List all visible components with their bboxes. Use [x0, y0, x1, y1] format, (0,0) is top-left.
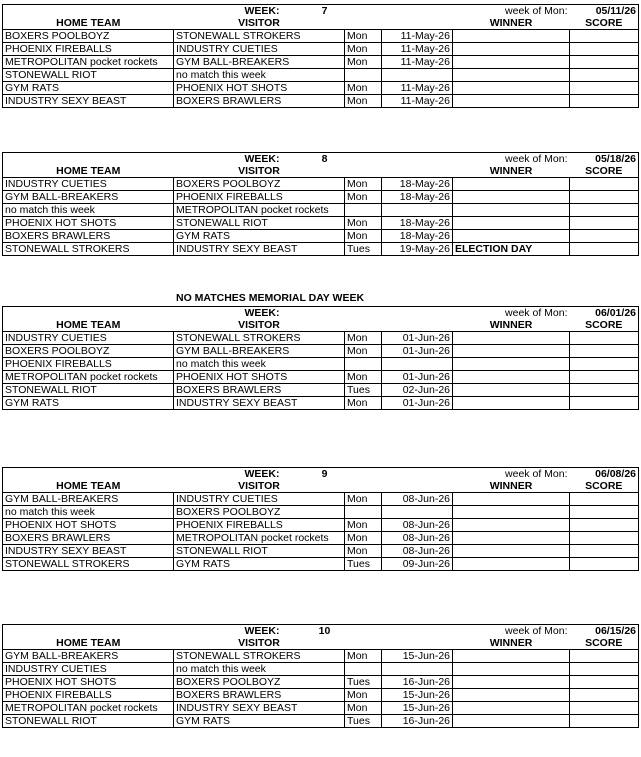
visitor-header: VISITOR [238, 637, 280, 649]
match-row [3, 56, 639, 69]
visitor-cell: BOXERS BRAWLERS [174, 95, 345, 108]
match-date-cell: 18-May-26 [382, 217, 453, 230]
home-team-cell: STONEWALL RIOT [3, 69, 174, 82]
match-date-cell: 18-May-26 [382, 178, 453, 191]
score-cell[interactable] [570, 217, 639, 230]
match-row [3, 702, 639, 715]
score-header: SCORE [570, 165, 639, 178]
home-team-cell: PHOENIX HOT SHOTS [3, 676, 174, 689]
day-cell: Mon [345, 178, 382, 191]
day-cell: Mon [345, 43, 382, 56]
score-cell[interactable] [570, 676, 639, 689]
week-start-date: 06/08/26 [570, 468, 639, 481]
visitor-cell: GYM BALL-BREAKERS [174, 56, 345, 69]
score-cell[interactable] [570, 191, 639, 204]
match-row [3, 532, 639, 545]
day-cell: Mon [345, 493, 382, 506]
day-cell: Mon [345, 345, 382, 358]
day-cell: Tues [345, 715, 382, 728]
home-team-cell: no match this week [3, 204, 174, 217]
winner-cell[interactable] [453, 217, 570, 230]
visitor-cell: STONEWALL STROKERS [174, 650, 345, 663]
match-date-cell: 11-May-26 [382, 30, 453, 43]
match-row [3, 676, 639, 689]
visitor-cell: PHOENIX FIREBALLS [174, 191, 345, 204]
visitor-cell: INDUSTRY SEXY BEAST [174, 397, 345, 410]
score-cell[interactable] [570, 715, 639, 728]
winner-header: WINNER [489, 165, 533, 177]
home-team-cell: INDUSTRY CUETIES [3, 178, 174, 191]
visitor-cell: STONEWALL RIOT [174, 545, 345, 558]
visitor-cell: STONEWALL STROKERS [174, 30, 345, 43]
week-label: WEEK: [244, 307, 280, 319]
visitor-cell: GYM RATS [174, 715, 345, 728]
day-cell: Tues [345, 243, 382, 256]
winner-cell[interactable] [453, 532, 570, 545]
visitor-cell: BOXERS POOLBOYZ [174, 676, 345, 689]
match-date-cell: 08-Jun-26 [382, 493, 453, 506]
winner-cell[interactable] [453, 69, 570, 82]
score-cell[interactable] [570, 689, 639, 702]
day-cell: Tues [345, 676, 382, 689]
home-team-cell: BOXERS POOLBOYZ [3, 30, 174, 43]
home-team-cell: INDUSTRY SEXY BEAST [3, 95, 174, 108]
week-schedule-block [2, 152, 638, 256]
visitor-header: VISITOR [238, 319, 280, 331]
week-of-label: week of Mon: [453, 625, 570, 638]
home-team-cell: PHOENIX HOT SHOTS [3, 519, 174, 532]
score-cell[interactable] [570, 230, 639, 243]
day-cell: Mon [345, 519, 382, 532]
day-cell [345, 69, 382, 82]
score-header: SCORE [570, 637, 639, 650]
score-cell[interactable] [570, 56, 639, 69]
match-date-cell: 11-May-26 [382, 56, 453, 69]
winner-header: WINNER [489, 637, 533, 649]
match-row [3, 332, 639, 345]
visitor-cell: PHOENIX HOT SHOTS [174, 82, 345, 95]
visitor-cell: GYM RATS [174, 558, 345, 571]
score-cell[interactable] [570, 663, 639, 676]
day-cell: Mon [345, 30, 382, 43]
score-cell[interactable] [570, 371, 639, 384]
visitor-cell: METROPOLITAN pocket rockets [174, 532, 345, 545]
match-row [3, 204, 639, 217]
visitor-cell: PHOENIX HOT SHOTS [174, 371, 345, 384]
day-cell: Mon [345, 397, 382, 410]
match-row [3, 384, 639, 397]
visitor-header: VISITOR [238, 480, 280, 492]
match-date-cell [382, 69, 453, 82]
home-team-cell: GYM BALL-BREAKERS [3, 493, 174, 506]
match-date-cell: 18-May-26 [382, 230, 453, 243]
match-row [3, 558, 639, 571]
day-cell: Mon [345, 689, 382, 702]
winner-cell[interactable] [453, 702, 570, 715]
match-row [3, 650, 639, 663]
home-team-cell: BOXERS POOLBOYZ [3, 345, 174, 358]
score-cell[interactable] [570, 558, 639, 571]
match-row [3, 178, 639, 191]
match-date-cell: 18-May-26 [382, 191, 453, 204]
match-date-cell [382, 506, 453, 519]
week-start-date: 06/15/26 [570, 625, 639, 638]
day-cell: Tues [345, 384, 382, 397]
home-team-cell: METROPOLITAN pocket rockets [3, 56, 174, 69]
visitor-cell: BOXERS BRAWLERS [174, 384, 345, 397]
match-date-cell: 08-Jun-26 [382, 545, 453, 558]
winner-cell[interactable] [453, 95, 570, 108]
match-row [3, 217, 639, 230]
score-cell[interactable] [570, 30, 639, 43]
week-schedule-block [2, 467, 638, 571]
match-row [3, 69, 639, 82]
home-team-header: HOME TEAM [3, 165, 174, 178]
home-team-cell: PHOENIX FIREBALLS [3, 689, 174, 702]
match-date-cell: 01-Jun-26 [382, 332, 453, 345]
winner-cell[interactable] [453, 43, 570, 56]
score-cell[interactable] [570, 204, 639, 217]
visitor-cell: no match this week [174, 69, 345, 82]
winner-cell[interactable] [453, 519, 570, 532]
score-cell[interactable] [570, 545, 639, 558]
day-cell: Mon [345, 95, 382, 108]
visitor-cell: BOXERS POOLBOYZ [174, 178, 345, 191]
match-row [3, 82, 639, 95]
week-of-label: week of Mon: [453, 307, 570, 320]
schedule-table [2, 152, 639, 256]
home-team-cell: GYM BALL-BREAKERS [3, 191, 174, 204]
match-row [3, 345, 639, 358]
visitor-header: VISITOR [238, 17, 280, 29]
match-row [3, 371, 639, 384]
visitor-cell: INDUSTRY SEXY BEAST [174, 702, 345, 715]
day-cell [345, 204, 382, 217]
week-label: WEEK: [244, 153, 280, 165]
score-header: SCORE [570, 480, 639, 493]
winner-cell[interactable] [453, 56, 570, 69]
match-date-cell: 01-Jun-26 [382, 397, 453, 410]
week-of-label: week of Mon: [453, 153, 570, 166]
score-cell[interactable] [570, 519, 639, 532]
score-cell[interactable] [570, 332, 639, 345]
match-date-cell [382, 204, 453, 217]
score-cell[interactable] [570, 532, 639, 545]
winner-cell[interactable] [453, 30, 570, 43]
score-cell[interactable] [570, 702, 639, 715]
score-header: SCORE [570, 319, 639, 332]
week-start-date: 05/18/26 [570, 153, 639, 166]
match-date-cell: 01-Jun-26 [382, 371, 453, 384]
home-team-header: HOME TEAM [3, 319, 174, 332]
memorial-day-note: NO MATCHES MEMORIAL DAY WEEK [176, 292, 365, 304]
winner-cell[interactable] [453, 191, 570, 204]
visitor-cell: METROPOLITAN pocket rockets [174, 204, 345, 217]
home-team-cell: STONEWALL STROKERS [3, 243, 174, 256]
match-date-cell: 15-Jun-26 [382, 689, 453, 702]
visitor-cell: STONEWALL RIOT [174, 217, 345, 230]
match-row [3, 243, 639, 256]
match-row [3, 230, 639, 243]
home-team-cell: METROPOLITAN pocket rockets [3, 371, 174, 384]
week-number: 10 [318, 625, 331, 637]
day-cell: Mon [345, 56, 382, 69]
home-team-cell: BOXERS BRAWLERS [3, 230, 174, 243]
match-date-cell: 19-May-26 [382, 243, 453, 256]
match-date-cell: 16-Jun-26 [382, 715, 453, 728]
week-label: WEEK: [244, 468, 280, 480]
winner-header: WINNER [489, 17, 533, 29]
home-team-cell: BOXERS BRAWLERS [3, 532, 174, 545]
score-cell[interactable] [570, 384, 639, 397]
winner-cell[interactable] [453, 493, 570, 506]
winner-cell[interactable] [453, 345, 570, 358]
match-row [3, 30, 639, 43]
visitor-cell: no match this week [174, 358, 345, 371]
home-team-cell: GYM RATS [3, 82, 174, 95]
winner-cell[interactable] [453, 545, 570, 558]
day-cell: Mon [345, 371, 382, 384]
match-row [3, 191, 639, 204]
home-team-cell: METROPOLITAN pocket rockets [3, 702, 174, 715]
winner-cell[interactable] [453, 558, 570, 571]
week-start-date: 05/11/26 [570, 5, 639, 18]
home-team-cell: PHOENIX HOT SHOTS [3, 217, 174, 230]
match-row [3, 397, 639, 410]
day-cell: Tues [345, 558, 382, 571]
day-cell [345, 358, 382, 371]
winner-cell[interactable] [453, 371, 570, 384]
home-team-cell: STONEWALL RIOT [3, 384, 174, 397]
score-cell[interactable] [570, 43, 639, 56]
visitor-cell: GYM BALL-BREAKERS [174, 345, 345, 358]
schedule-table [2, 306, 639, 410]
winner-cell[interactable] [453, 358, 570, 371]
week-schedule-block [2, 306, 638, 410]
score-cell[interactable] [570, 358, 639, 371]
winner-cell[interactable] [453, 689, 570, 702]
match-row [3, 506, 639, 519]
match-date-cell: 08-Jun-26 [382, 519, 453, 532]
score-cell[interactable] [570, 397, 639, 410]
schedule-table [2, 4, 639, 108]
visitor-cell: INDUSTRY SEXY BEAST [174, 243, 345, 256]
score-header: SCORE [570, 17, 639, 30]
home-team-header: HOME TEAM [3, 17, 174, 30]
visitor-cell: STONEWALL STROKERS [174, 332, 345, 345]
day-cell: Mon [345, 191, 382, 204]
day-cell [345, 663, 382, 676]
score-cell[interactable] [570, 650, 639, 663]
match-row [3, 95, 639, 108]
home-team-header: HOME TEAM [3, 480, 174, 493]
winner-cell[interactable] [453, 82, 570, 95]
home-team-cell: PHOENIX FIREBALLS [3, 43, 174, 56]
week-label: WEEK: [244, 625, 280, 637]
score-cell[interactable] [570, 243, 639, 256]
day-cell: Mon [345, 82, 382, 95]
winner-cell[interactable] [453, 650, 570, 663]
match-date-cell: 11-May-26 [382, 43, 453, 56]
match-date-cell: 11-May-26 [382, 82, 453, 95]
winner-cell[interactable]: ELECTION DAY [453, 243, 570, 256]
schedule-table [2, 624, 639, 728]
match-row [3, 519, 639, 532]
visitor-cell: INDUSTRY CUETIES [174, 493, 345, 506]
score-cell[interactable] [570, 345, 639, 358]
match-date-cell: 11-May-26 [382, 95, 453, 108]
match-row [3, 663, 639, 676]
winner-cell[interactable] [453, 397, 570, 410]
day-cell: Mon [345, 532, 382, 545]
match-date-cell: 15-Jun-26 [382, 650, 453, 663]
match-row [3, 493, 639, 506]
winner-cell[interactable] [453, 204, 570, 217]
day-cell: Mon [345, 650, 382, 663]
winner-header: WINNER [489, 480, 533, 492]
score-cell[interactable] [570, 493, 639, 506]
match-row [3, 715, 639, 728]
score-cell[interactable] [570, 82, 639, 95]
visitor-cell: no match this week [174, 663, 345, 676]
home-team-cell: STONEWALL RIOT [3, 715, 174, 728]
winner-cell[interactable] [453, 676, 570, 689]
score-cell[interactable] [570, 506, 639, 519]
match-row [3, 43, 639, 56]
day-cell [345, 506, 382, 519]
winner-cell[interactable] [453, 715, 570, 728]
week-schedule-block [2, 624, 638, 728]
match-date-cell: 16-Jun-26 [382, 676, 453, 689]
match-date-cell [382, 358, 453, 371]
winner-cell[interactable] [453, 663, 570, 676]
home-team-cell: INDUSTRY SEXY BEAST [3, 545, 174, 558]
home-team-cell: GYM RATS [3, 397, 174, 410]
home-team-header: HOME TEAM [3, 637, 174, 650]
visitor-cell: PHOENIX FIREBALLS [174, 519, 345, 532]
visitor-header: VISITOR [238, 165, 280, 177]
match-row [3, 545, 639, 558]
visitor-cell: INDUSTRY CUETIES [174, 43, 345, 56]
home-team-cell: GYM BALL-BREAKERS [3, 650, 174, 663]
week-of-label: week of Mon: [453, 468, 570, 481]
match-row [3, 358, 639, 371]
score-cell[interactable] [570, 69, 639, 82]
week-start-date: 06/01/26 [570, 307, 639, 320]
score-cell[interactable] [570, 95, 639, 108]
schedule-table [2, 467, 639, 571]
visitor-cell: BOXERS BRAWLERS [174, 689, 345, 702]
match-row [3, 689, 639, 702]
week-number: 7 [321, 5, 328, 17]
week-number: 9 [321, 468, 328, 480]
winner-cell[interactable] [453, 178, 570, 191]
day-cell: Mon [345, 332, 382, 345]
home-team-cell: INDUSTRY CUETIES [3, 663, 174, 676]
home-team-cell: STONEWALL STROKERS [3, 558, 174, 571]
winner-cell[interactable] [453, 506, 570, 519]
week-of-label: week of Mon: [453, 5, 570, 18]
match-date-cell: 09-Jun-26 [382, 558, 453, 571]
day-cell: Mon [345, 545, 382, 558]
home-team-cell: no match this week [3, 506, 174, 519]
home-team-cell: PHOENIX FIREBALLS [3, 358, 174, 371]
winner-header: WINNER [489, 319, 533, 331]
day-cell: Mon [345, 217, 382, 230]
week-schedule-block [2, 4, 638, 108]
visitor-cell: BOXERS POOLBOYZ [174, 506, 345, 519]
match-date-cell: 02-Jun-26 [382, 384, 453, 397]
match-date-cell: 08-Jun-26 [382, 532, 453, 545]
winner-cell[interactable] [453, 384, 570, 397]
winner-cell[interactable] [453, 230, 570, 243]
week-number: 8 [321, 153, 328, 165]
home-team-cell: INDUSTRY CUETIES [3, 332, 174, 345]
day-cell: Mon [345, 702, 382, 715]
visitor-cell: GYM RATS [174, 230, 345, 243]
match-date-cell: 15-Jun-26 [382, 702, 453, 715]
match-date-cell [382, 663, 453, 676]
score-cell[interactable] [570, 178, 639, 191]
match-date-cell: 01-Jun-26 [382, 345, 453, 358]
week-label: WEEK: [244, 5, 280, 17]
winner-cell[interactable] [453, 332, 570, 345]
day-cell: Mon [345, 230, 382, 243]
